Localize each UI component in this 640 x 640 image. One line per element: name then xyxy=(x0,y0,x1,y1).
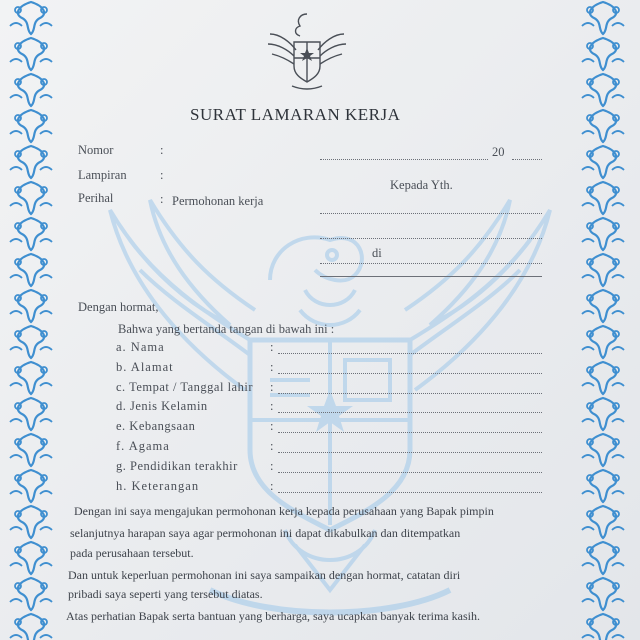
left-ornamental-border xyxy=(0,0,62,640)
field-line-pendidikan xyxy=(278,471,542,473)
field-line-ttl xyxy=(278,392,542,394)
perihal-label: Perihal xyxy=(78,191,114,205)
field-label-keterangan: h. Keterangan xyxy=(116,479,200,493)
field-colon: : xyxy=(270,360,274,374)
nomor-label: Nomor xyxy=(78,143,114,157)
garuda-crest-icon xyxy=(262,4,352,92)
field-colon: : xyxy=(270,479,274,493)
recipient-underline xyxy=(320,276,542,277)
field-label-jenis-kelamin: d. Jenis Kelamin xyxy=(116,399,208,413)
field-colon: : xyxy=(270,459,274,473)
field-colon: : xyxy=(270,419,274,433)
kepada-label: Kepada Yth. xyxy=(390,178,453,192)
field-colon: : xyxy=(270,340,274,354)
field-line-keterangan xyxy=(278,491,542,493)
di-label: di xyxy=(372,246,382,260)
perihal-colon: : xyxy=(160,192,164,206)
recipient-line-3 xyxy=(320,262,542,264)
field-label-nama: a. Nama xyxy=(116,340,165,354)
field-label-ttl: c. Tempat / Tanggal lahir xyxy=(116,380,253,394)
date-line xyxy=(320,158,488,160)
field-colon: : xyxy=(270,380,274,394)
recipient-line-1 xyxy=(320,212,542,214)
lampiran-colon: : xyxy=(160,168,164,182)
field-colon: : xyxy=(270,399,274,413)
field-line-alamat xyxy=(278,372,542,374)
nomor-colon: : xyxy=(160,143,164,157)
field-line-kebangsaan xyxy=(278,431,542,433)
field-line-agama xyxy=(278,451,542,453)
field-label-kebangsaan: e. Kebangsaan xyxy=(116,419,196,433)
field-label-alamat: b. Alamat xyxy=(116,360,174,374)
paragraph-1-line-1: Dengan ini saya mengajukan permohonan kerja kepada perusahaan yang Bapak pimpin xyxy=(74,504,494,518)
field-label-pendidikan: g. Pendidikan terakhir xyxy=(116,459,238,473)
paragraph-2-line-1: Dan untuk keperluan permohonan ini saya sampaikan dengan hormat, catatan diri xyxy=(68,568,461,582)
field-line-nama xyxy=(278,352,542,354)
paragraph-2-line-2: pribadi saya seperti yang tersebut diatas. xyxy=(68,587,263,601)
closing-text: Atas perhatian Bapak serta bantuan yang berharga, saya ucapkan banyak terima kasih. xyxy=(66,609,480,623)
paragraph-1-line-2: selanjutnya harapan saya agar permohonan ini dapat dikabulkan dan ditempatkan xyxy=(70,526,461,540)
field-line-jenis-kelamin xyxy=(278,411,542,413)
page-title: SURAT LAMARAN KERJA xyxy=(190,105,401,124)
intro-text: Bahwa yang bertanda tangan di bawah ini : xyxy=(118,322,335,336)
lampiran-label: Lampiran xyxy=(78,168,127,182)
paragraph-1-line-3: pada perusahaan tersebut. xyxy=(70,546,194,560)
recipient-line-2 xyxy=(320,237,542,239)
salutation: Dengan hormat, xyxy=(78,300,159,314)
date-year-line xyxy=(512,158,542,160)
field-colon: : xyxy=(270,439,274,453)
field-label-agama: f. Agama xyxy=(116,439,170,453)
perihal-value: Permohonan kerja xyxy=(172,194,264,208)
date-year: 20 xyxy=(492,145,505,159)
